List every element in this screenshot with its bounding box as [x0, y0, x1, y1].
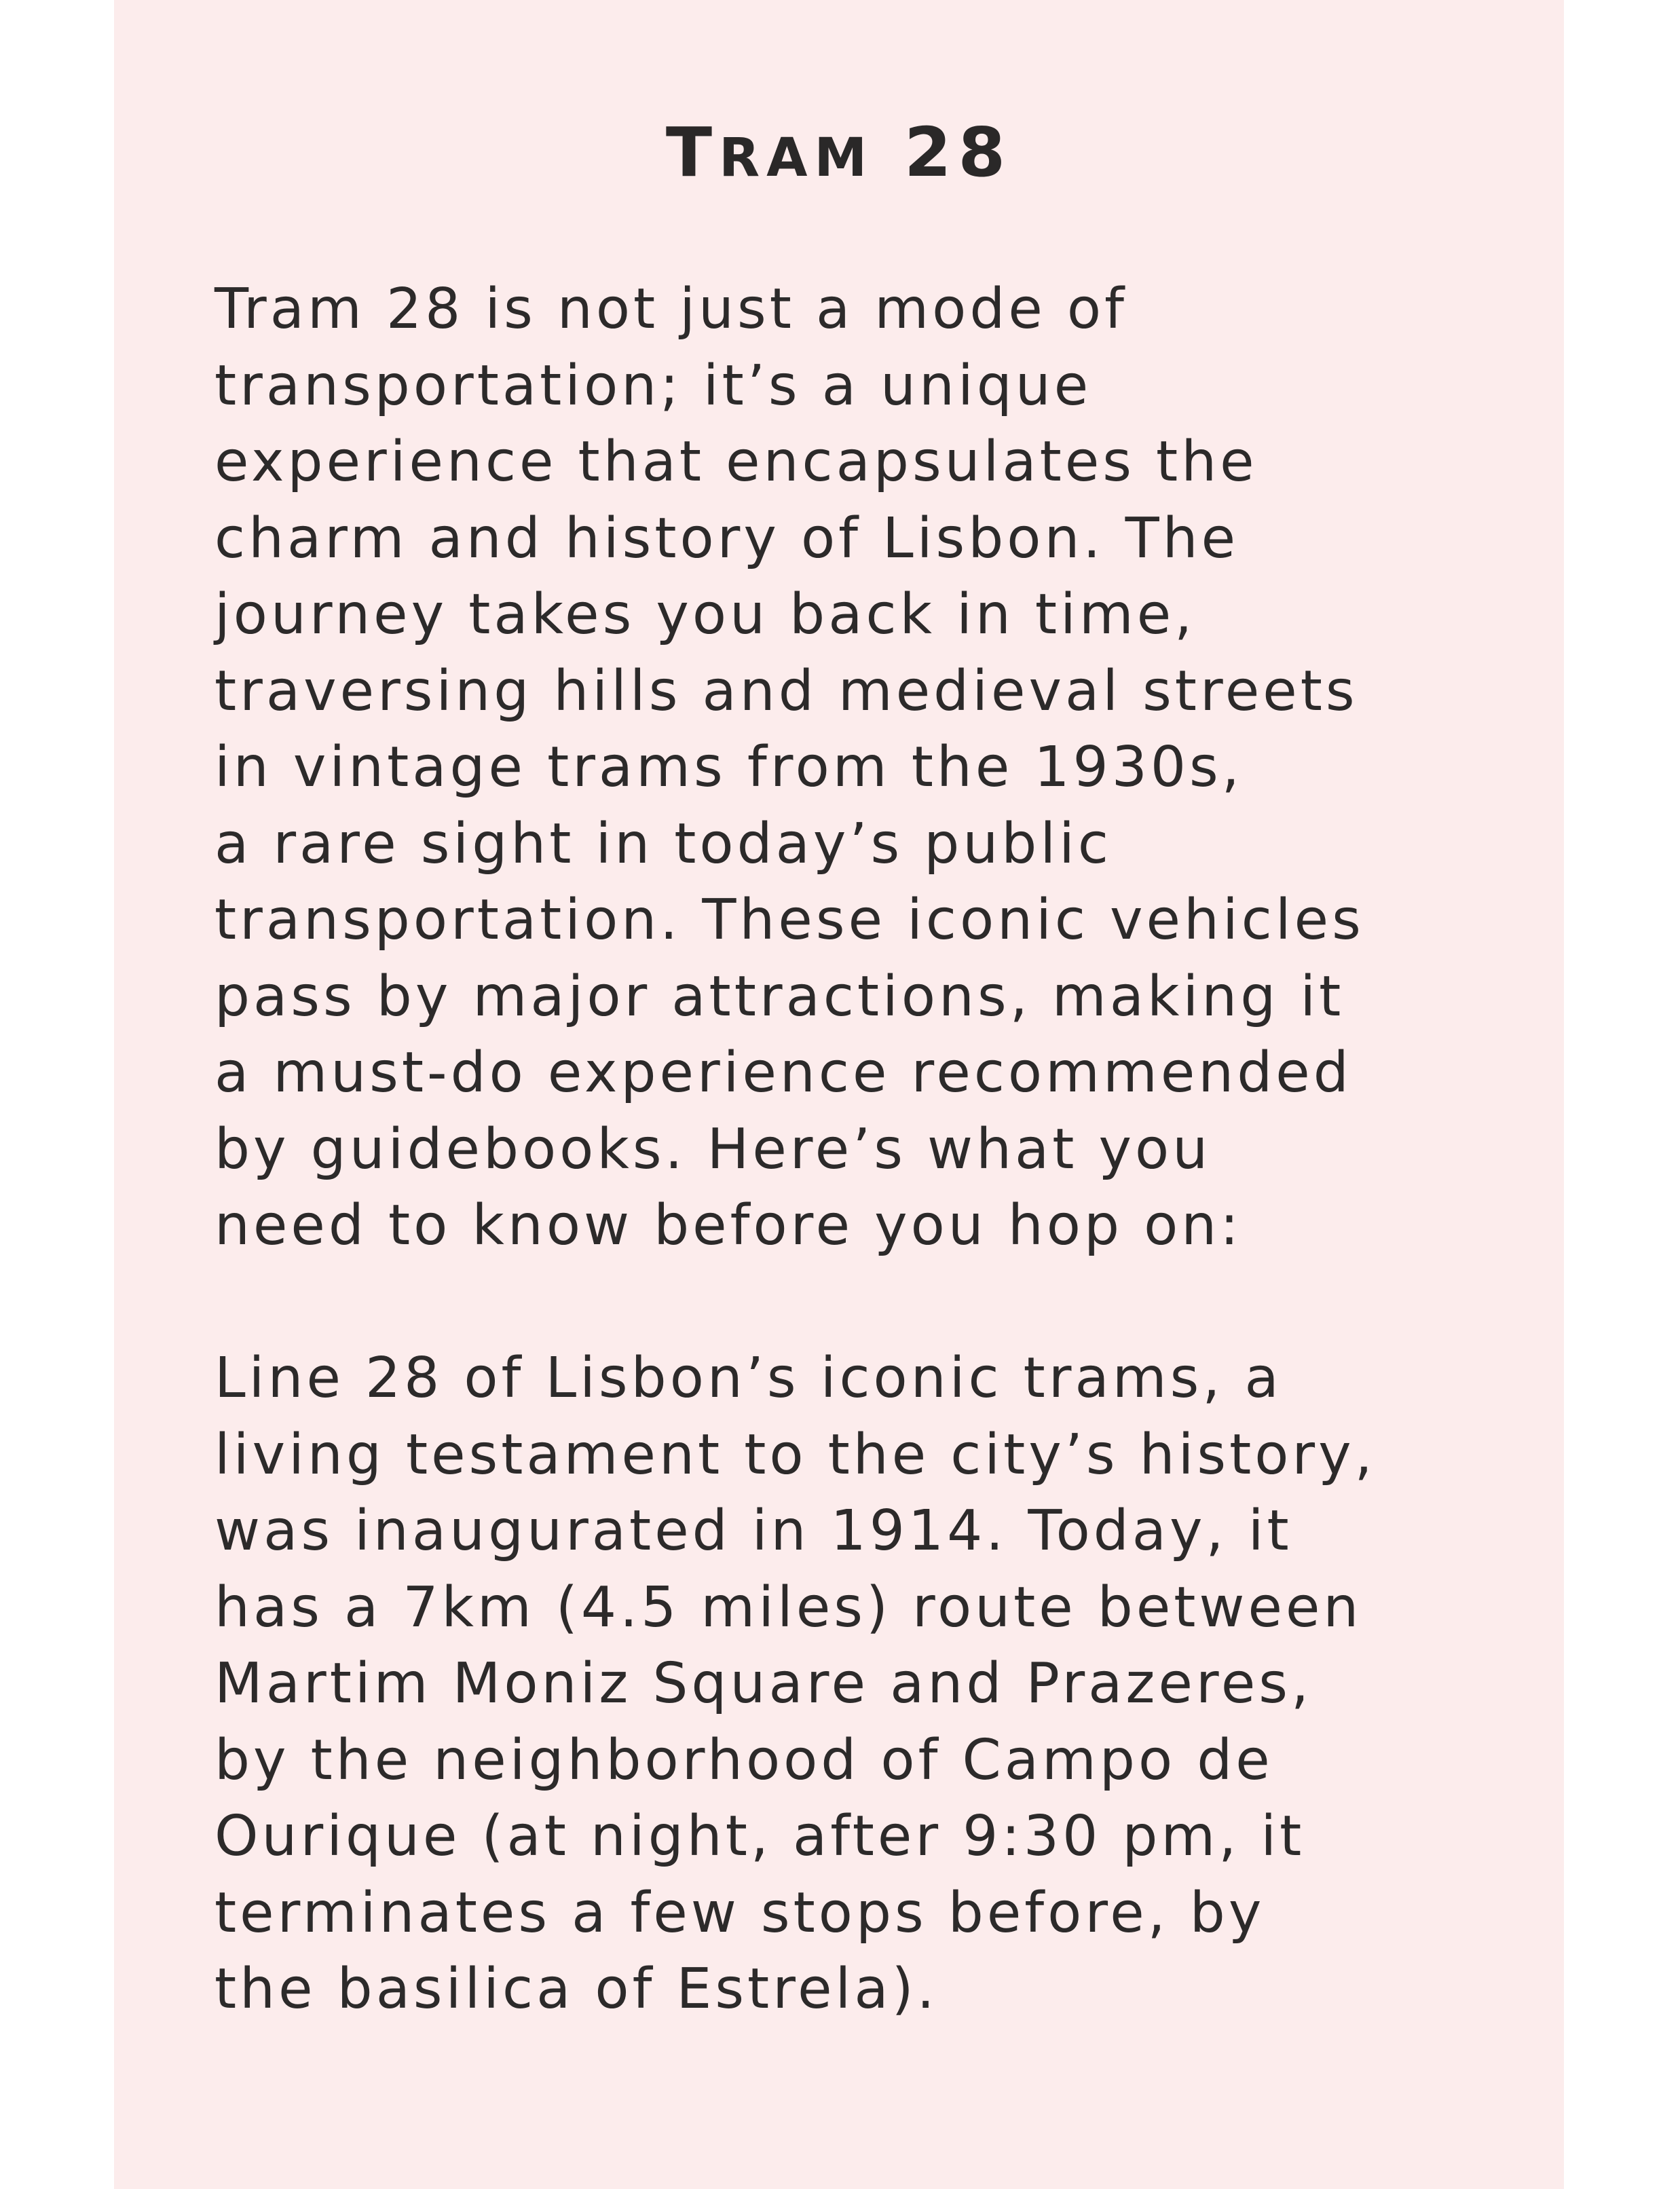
page-title [114, 109, 1564, 202]
history-paragraph: Line 28 of Lisbon’s iconic trams, a living testament to the city’s history, was inaugurated in 1914. Today, it has a 7km (4.5 miles) route between Martim Moniz Square and Prazeres, by the neighborhood of Campo de Ourique (at night, after 9:30 pm, it terminates a few stops before, by the basilica of Estrela). [214, 1346, 1376, 2021]
title-initial: T [665, 113, 720, 192]
title-rest: RAM [719, 128, 874, 189]
intro-paragraph: Tram 28 is not just a mode of transportation; it’s a unique experience that encapsulates the charm and history of Lisbon. The journey takes you back in time, traversing hills and medieval streets in vintage trams from the 1930s, a rare sight in today’s public transportation. These iconic vehicles pass by major attractions, making it a must-do experience recommended by guidebooks. Here’s what you need to know before you hop on: [214, 277, 1364, 1258]
page-panel [114, 0, 1564, 2189]
title-number: 28 [903, 113, 1013, 192]
